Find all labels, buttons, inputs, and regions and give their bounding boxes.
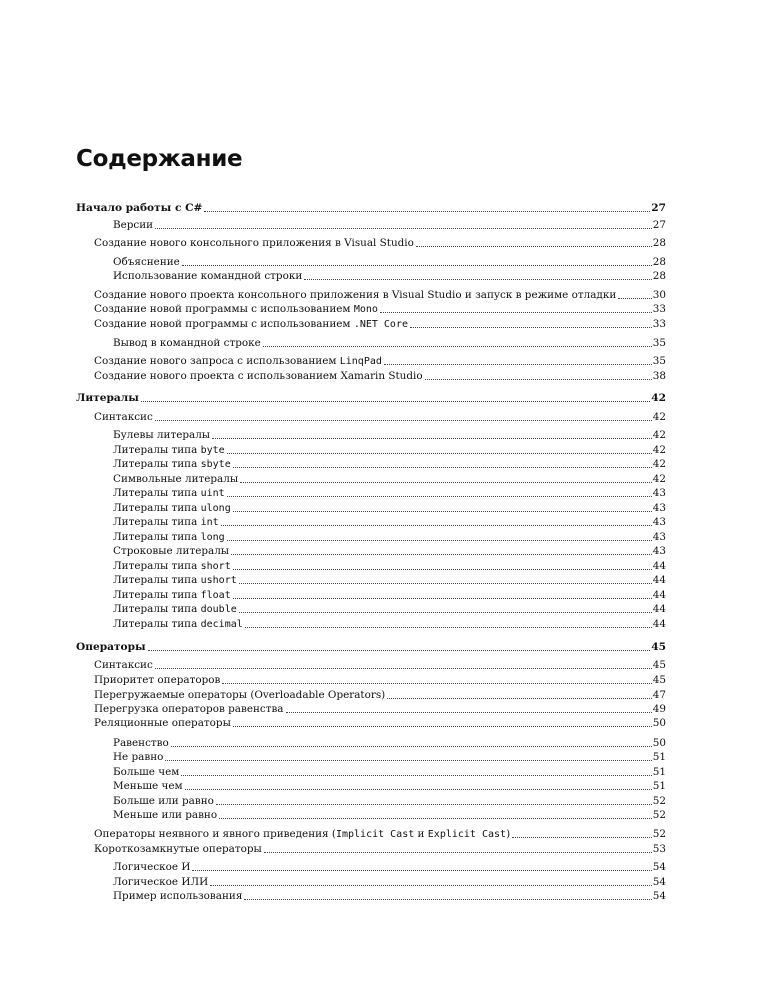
page-number: 44 — [652, 618, 666, 630]
toc-entry-title — [113, 808, 217, 822]
toc-entry[interactable] — [94, 354, 666, 368]
toc-entry-title — [113, 544, 229, 558]
dot-leader — [165, 760, 651, 761]
dot-leader — [210, 885, 652, 886]
toc-entry-title — [94, 288, 616, 302]
page-number: 50 — [652, 737, 666, 749]
toc-entry[interactable] — [113, 559, 666, 573]
title-text: Литералы типа — [113, 603, 201, 615]
code-term: byte — [200, 445, 225, 456]
title-text: Объяснение — [113, 256, 180, 268]
page-number: 33 — [652, 303, 666, 315]
title-text: Равенство — [113, 737, 169, 749]
toc-entry-title — [113, 443, 225, 458]
toc-entry[interactable] — [113, 472, 666, 486]
toc-entry[interactable] — [113, 602, 666, 616]
toc-entry-title — [76, 391, 139, 405]
page-number: 44 — [652, 603, 666, 615]
code-term: long — [200, 532, 225, 543]
toc-entry[interactable] — [94, 842, 666, 856]
toc-entry-title — [94, 702, 284, 716]
page-number: 33 — [652, 318, 666, 330]
toc-entry-title — [94, 716, 231, 730]
dot-leader — [227, 496, 652, 497]
toc-chapter[interactable] — [76, 640, 666, 654]
toc-entry[interactable] — [113, 544, 666, 558]
title-text: Литералы типа — [113, 560, 201, 572]
title-text: Создание нового запроса с использованием — [94, 355, 340, 367]
toc-entry[interactable] — [94, 658, 666, 672]
title-text: и — [414, 828, 428, 840]
page-number: 50 — [652, 717, 666, 729]
toc-entry-title — [94, 673, 220, 687]
title-text: Создание новой программы с использованием — [94, 318, 354, 330]
dot-leader — [222, 683, 651, 684]
toc-entry[interactable] — [94, 827, 666, 841]
title-text: Синтаксис — [94, 411, 153, 423]
code-term: uint — [200, 488, 225, 499]
toc-entry-title — [113, 501, 231, 516]
toc-entry[interactable] — [113, 443, 666, 457]
toc-entry-title — [113, 860, 190, 874]
title-text: Литералы типа — [113, 531, 201, 543]
toc-entry-title — [113, 889, 242, 903]
dot-leader — [231, 554, 652, 555]
title-text: Создание нового проекта с использованием Xamarin Studio — [94, 370, 423, 382]
dot-leader — [181, 775, 651, 776]
page-number: 43 — [652, 545, 666, 557]
dot-leader — [221, 525, 652, 526]
code-term: .NET Core — [353, 319, 408, 330]
dot-leader — [233, 598, 652, 599]
toc-entry-title — [113, 875, 208, 889]
toc-entry-title — [113, 617, 243, 632]
page-number: 52 — [652, 809, 666, 821]
dot-leader — [425, 379, 652, 380]
page-number: 28 — [652, 270, 666, 282]
toc-entry[interactable] — [94, 673, 666, 687]
code-term: Implicit Cast — [335, 829, 415, 840]
title-text: Строковые литералы — [113, 545, 230, 557]
title-text: Литералы типа — [113, 589, 201, 601]
page-number: 52 — [652, 795, 666, 807]
dot-leader — [380, 312, 652, 313]
toc-entry[interactable] — [113, 617, 666, 631]
toc-entry[interactable] — [113, 530, 666, 544]
title-text: Меньше или равно — [113, 809, 218, 821]
title-text: Синтаксис — [94, 659, 153, 671]
toc-entry-title — [113, 336, 261, 350]
toc-entry[interactable] — [113, 573, 666, 587]
toc-entry[interactable] — [113, 501, 666, 515]
dot-leader — [512, 837, 652, 838]
dot-leader — [171, 746, 652, 747]
toc-entry[interactable] — [113, 779, 666, 793]
page-number: 35 — [652, 337, 666, 349]
toc-entry-title — [113, 530, 225, 545]
toc-entry-title — [113, 472, 238, 486]
dot-leader — [141, 401, 650, 402]
title-text: Литералы — [76, 392, 139, 404]
dot-leader — [227, 453, 652, 454]
title-text: Создание нового проекта консольного приложения в Visual Studio и запуск в режиме отладки — [94, 289, 617, 301]
dot-leader — [410, 327, 652, 328]
toc-entry[interactable] — [113, 255, 666, 269]
dot-leader — [233, 467, 652, 468]
title-text: Литералы типа — [113, 516, 201, 528]
title-text: Булевы литералы — [113, 429, 211, 441]
code-term: int — [200, 517, 219, 528]
page-number: 44 — [652, 574, 666, 586]
dot-leader — [263, 346, 652, 347]
code-term: ulong — [200, 503, 231, 514]
code-term: double — [200, 604, 237, 615]
page-number: 43 — [652, 487, 666, 499]
toc-entry-title — [94, 317, 408, 332]
toc-entry[interactable] — [113, 428, 666, 442]
dot-leader — [219, 818, 652, 819]
dot-leader — [192, 870, 651, 871]
title-text: Операторы — [76, 641, 146, 653]
toc-entry-title — [113, 736, 169, 750]
page-number: 45 — [651, 641, 666, 653]
dot-leader — [387, 698, 652, 699]
page-number: 42 — [651, 392, 666, 404]
code-term: Mono — [353, 304, 378, 315]
toc-entry-title — [113, 750, 163, 764]
dot-leader — [240, 482, 652, 483]
dot-leader — [286, 712, 652, 713]
toc-entry[interactable] — [113, 588, 666, 602]
page-number: 43 — [652, 516, 666, 528]
toc-entry-title — [94, 236, 414, 250]
code-term: short — [200, 561, 231, 572]
toc-entry-title — [94, 827, 510, 842]
dot-leader — [185, 789, 652, 790]
toc-entry-title — [94, 842, 262, 856]
code-term: float — [200, 590, 231, 601]
page-number: 38 — [652, 370, 666, 382]
page-number: 47 — [652, 689, 666, 701]
title-text: Литералы типа — [113, 618, 201, 630]
title-text: Литералы типа — [113, 487, 201, 499]
page-title: Содержание — [76, 146, 243, 172]
toc-entry-title — [94, 658, 153, 672]
title-text: Литералы типа — [113, 458, 201, 470]
page-number: 44 — [652, 560, 666, 572]
page-number: 42 — [652, 411, 666, 423]
title-text: Короткозамкнутые операторы — [94, 843, 262, 855]
page-number: 45 — [652, 674, 666, 686]
toc-entry-title — [113, 269, 302, 283]
toc-entry[interactable] — [113, 750, 666, 764]
toc-entry-title — [76, 640, 146, 654]
dot-leader — [233, 569, 652, 570]
toc-entry[interactable] — [94, 702, 666, 716]
page-number: 43 — [652, 531, 666, 543]
title-text: Создание нового консольного приложения в Visual Studio — [94, 237, 414, 249]
title-text: Перегрузка операторов равенства — [94, 703, 284, 715]
toc-entry-title — [76, 201, 202, 215]
toc-chapter[interactable] — [76, 391, 666, 405]
title-text: Литералы типа — [113, 574, 201, 586]
page-number: 51 — [652, 751, 666, 763]
toc-entry-title — [113, 218, 153, 232]
toc-entry[interactable] — [113, 875, 666, 889]
toc-entry-title — [94, 688, 385, 702]
toc-entry[interactable] — [94, 317, 666, 331]
page-number: 49 — [652, 703, 666, 715]
title-text: Операторы неявного и явного приведения ( — [94, 828, 336, 840]
toc-entry-title — [94, 354, 382, 369]
title-text: Не равно — [113, 751, 164, 763]
dot-leader — [618, 298, 652, 299]
toc-entry[interactable] — [94, 688, 666, 702]
title-text: Версии — [113, 219, 154, 231]
dot-leader — [384, 364, 652, 365]
dot-leader — [304, 279, 652, 280]
toc-entry-title — [113, 255, 180, 269]
title-text: Логическое ИЛИ — [113, 876, 209, 888]
dot-leader — [239, 612, 652, 613]
page-number: 43 — [652, 502, 666, 514]
toc-entry[interactable] — [94, 369, 666, 383]
page-number: 42 — [652, 429, 666, 441]
dot-leader — [182, 265, 652, 266]
page-number: 27 — [652, 219, 666, 231]
toc-entry[interactable] — [113, 457, 666, 471]
title-text: Меньше чем — [113, 780, 183, 792]
toc-entry[interactable] — [113, 860, 666, 874]
toc-entry[interactable] — [113, 269, 666, 283]
dot-leader — [245, 627, 652, 628]
code-term: LinqPad — [339, 356, 382, 367]
toc-entry[interactable] — [94, 716, 666, 730]
title-text: Перегружаемые операторы (Overloadable Operators) — [94, 689, 386, 701]
page-number: 42 — [652, 473, 666, 485]
dot-leader — [212, 438, 652, 439]
toc-entry-title — [113, 602, 237, 617]
toc-entry-title — [113, 794, 214, 808]
title-text: Приоритет операторов — [94, 674, 221, 686]
page-number: 28 — [652, 256, 666, 268]
toc-entry[interactable] — [113, 765, 666, 779]
page-number: 52 — [652, 828, 666, 840]
page-number: 45 — [652, 659, 666, 671]
page-number: 42 — [652, 444, 666, 456]
toc-entry[interactable] — [113, 794, 666, 808]
page-number: 54 — [652, 876, 666, 888]
toc-chapter[interactable] — [76, 201, 666, 215]
page-number: 42 — [652, 458, 666, 470]
code-term: sbyte — [200, 459, 231, 470]
title-text: Вывод в командной строке — [113, 337, 261, 349]
dot-leader — [227, 540, 652, 541]
toc-entry-title — [94, 369, 423, 383]
title-text: Пример использования — [113, 890, 243, 902]
title-text: Больше или равно — [113, 795, 214, 807]
toc-entry-title — [113, 559, 231, 574]
page-number: 51 — [652, 780, 666, 792]
title-text: ) — [506, 828, 511, 840]
toc-entry[interactable] — [94, 236, 666, 250]
title-text: Создание новой программы с использованием — [94, 303, 354, 315]
toc-entry-title — [113, 588, 231, 603]
title-text: Начало работы с С# — [76, 202, 203, 214]
toc-entry[interactable] — [113, 808, 666, 822]
page-number: 27 — [651, 202, 666, 214]
title-text: Реляционные операторы — [94, 717, 231, 729]
toc-entry[interactable] — [113, 218, 666, 232]
page-number: 30 — [652, 289, 666, 301]
title-text: Литералы типа — [113, 444, 201, 456]
page-number: 54 — [652, 861, 666, 873]
dot-leader — [148, 650, 651, 651]
dot-leader — [244, 899, 651, 900]
page-number: 54 — [652, 890, 666, 902]
toc-entry-title — [113, 515, 219, 530]
page-number: 28 — [652, 237, 666, 249]
code-term: Explicit Cast — [427, 829, 507, 840]
toc-entry-title — [113, 428, 210, 442]
code-term: ushort — [200, 575, 237, 586]
dot-leader — [216, 804, 652, 805]
toc-entry[interactable] — [94, 410, 666, 424]
dot-leader — [155, 668, 652, 669]
toc-entry-title — [94, 410, 153, 424]
toc-entry-title — [113, 457, 231, 472]
toc-entry[interactable] — [113, 486, 666, 500]
dot-leader — [239, 583, 652, 584]
toc-entry-title — [94, 302, 378, 317]
toc-entry[interactable] — [113, 515, 666, 529]
page-number: 44 — [652, 589, 666, 601]
title-text: Больше чем — [113, 766, 180, 778]
code-term: decimal — [200, 619, 243, 630]
toc-entry-title — [113, 486, 225, 501]
dot-leader — [204, 211, 650, 212]
toc-entry[interactable] — [113, 889, 666, 903]
toc-entry[interactable] — [113, 336, 666, 350]
title-text: Литералы типа — [113, 502, 201, 514]
dot-leader — [155, 228, 652, 229]
title-text: Символьные литералы — [113, 473, 239, 485]
dot-leader — [233, 726, 652, 727]
toc-entry-title — [113, 779, 183, 793]
toc-entry[interactable] — [113, 736, 666, 750]
title-text: Логическое И — [113, 861, 191, 873]
title-text: Использование командной строки — [113, 270, 303, 282]
dot-leader — [233, 511, 652, 512]
page-number: 51 — [652, 766, 666, 778]
page-number: 53 — [652, 843, 666, 855]
dot-leader — [155, 420, 652, 421]
toc-entry[interactable] — [94, 302, 666, 316]
dot-leader — [416, 246, 652, 247]
toc-entry-title — [113, 765, 179, 779]
toc-entry-title — [113, 573, 237, 588]
dot-leader — [264, 852, 652, 853]
page-number: 35 — [652, 355, 666, 367]
toc-entry[interactable] — [94, 288, 666, 302]
